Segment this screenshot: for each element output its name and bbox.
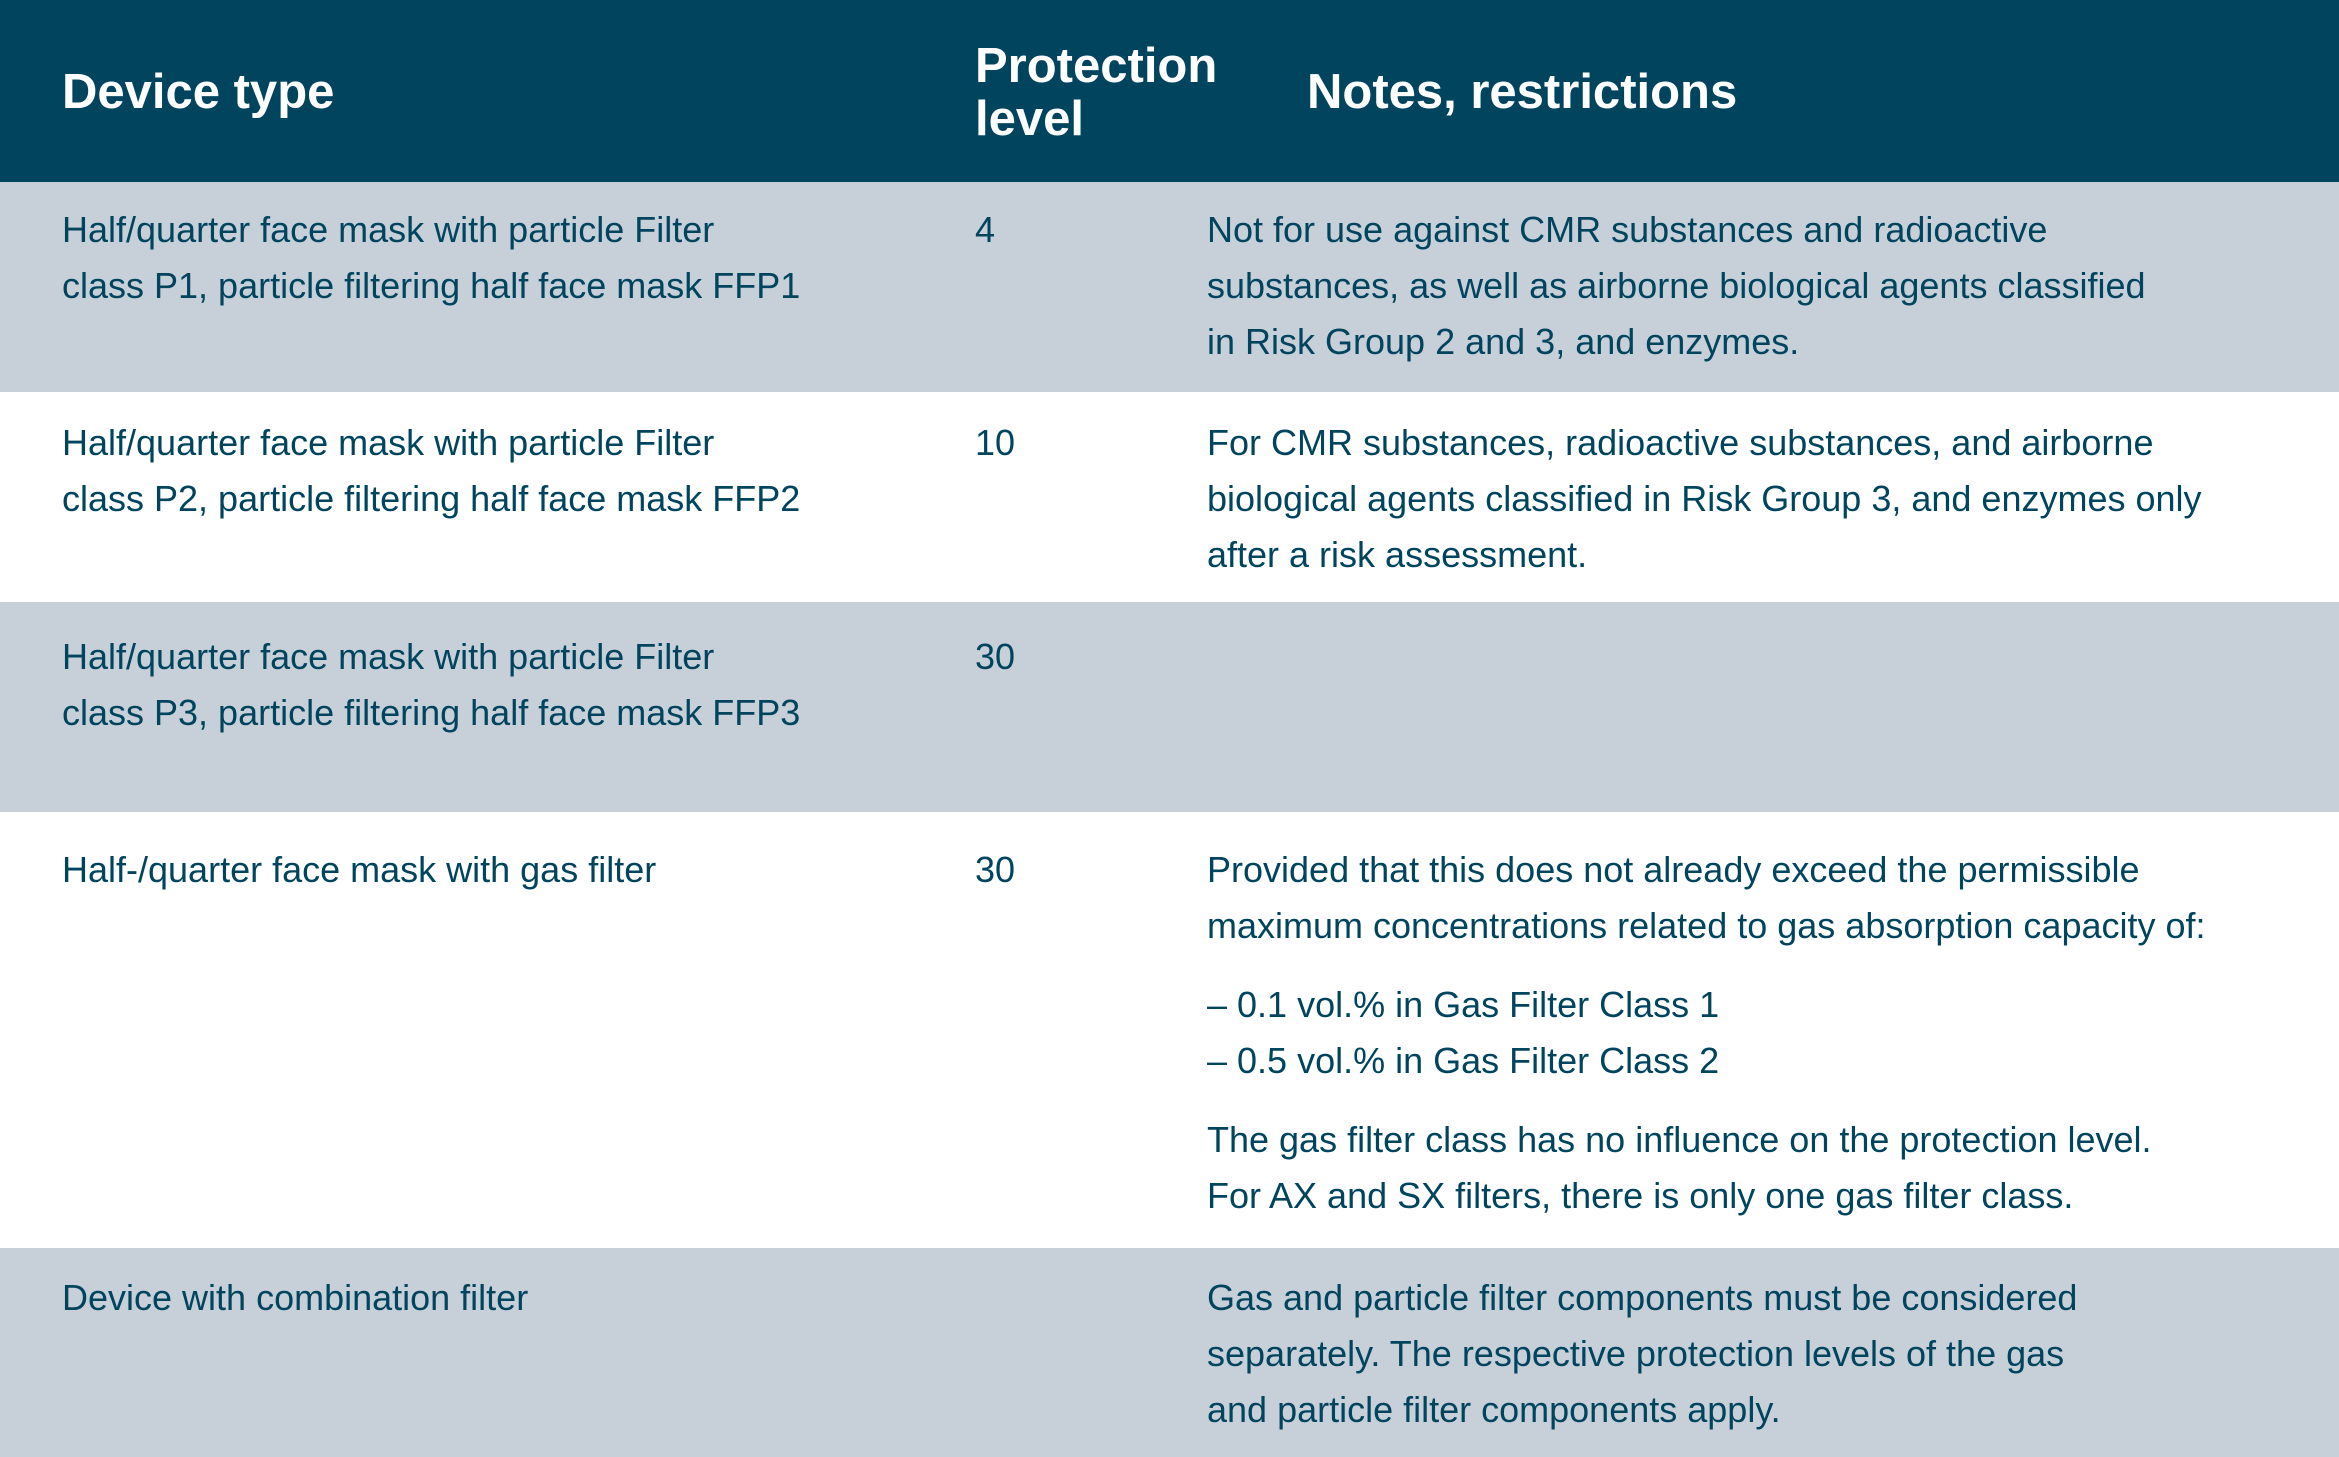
device-type-cell [62, 415, 942, 527]
notes-cell [1207, 415, 2317, 583]
notes-paragraph [1207, 1270, 2317, 1438]
header-protection-level-line: Protection [975, 39, 1218, 93]
device-type-cell [62, 1270, 942, 1326]
table-header [0, 0, 2339, 182]
notes-cell [1207, 842, 2317, 1224]
device-type-cell [62, 629, 942, 741]
protection-level-cell: 30 [975, 849, 1016, 890]
notes-line: and particle filter components apply. [1207, 1389, 1781, 1430]
protection-level-cell: 4 [975, 209, 996, 250]
device-type-line: class P3, particle filtering half face mask FFP3 [62, 692, 801, 733]
device-type-line: Half/quarter face mask with particle Filter [62, 636, 715, 677]
protection-level-cell: 30 [975, 636, 1016, 677]
protection-level-cell: 10 [975, 422, 1016, 463]
device-type-line: Half/quarter face mask with particle Filter [62, 422, 715, 463]
notes-line: biological agents classified in Risk Group 3, and enzymes only [1207, 478, 2202, 519]
notes-line: For CMR substances, radioactive substances, and airborne [1207, 422, 2154, 463]
notes-paragraph [1207, 1112, 2317, 1224]
device-type-line: class P1, particle filtering half face mask FFP1 [62, 265, 801, 306]
notes-line: separately. The respective protection levels of the gas [1207, 1333, 2065, 1374]
table-row [0, 812, 2339, 1248]
device-type-line: Half/quarter face mask with particle Filter [62, 209, 715, 250]
device-type-cell [62, 842, 942, 898]
notes-paragraph [1207, 842, 2317, 954]
device-type-line: Half-/quarter face mask with gas filter [62, 849, 657, 890]
device-type-line: Device with combination filter [62, 1277, 529, 1318]
header-notes-restrictions: Notes, restrictions [1307, 65, 1738, 119]
notes-line: after a risk assessment. [1207, 534, 1588, 575]
notes-line: Provided that this does not already exceed the permissible [1207, 849, 2140, 890]
notes-line: maximum concentrations related to gas absorption capacity of: [1207, 905, 2206, 946]
notes-paragraph [1207, 415, 2317, 583]
notes-line: For AX and SX filters, there is only one gas filter class. [1207, 1175, 2074, 1216]
notes-line: substances, as well as airborne biological agents classified [1207, 265, 2146, 306]
header-device-type: Device type [62, 65, 335, 119]
notes-paragraph [1207, 202, 2317, 370]
table-row [0, 182, 2339, 392]
notes-paragraph [1207, 977, 2317, 1089]
table-row [0, 1248, 2339, 1457]
notes-cell [1207, 202, 2317, 370]
device-type-cell [62, 202, 942, 314]
table-row [0, 392, 2339, 602]
notes-cell [1207, 1270, 2317, 1438]
table-row [0, 602, 2339, 812]
notes-line: – 0.5 vol.% in Gas Filter Class 2 [1207, 1040, 1720, 1081]
notes-line: The gas filter class has no influence on the protection level. [1207, 1119, 2152, 1160]
notes-line: Gas and particle filter components must be considered [1207, 1277, 2078, 1318]
header-protection-level [975, 40, 1217, 146]
notes-line: Not for use against CMR substances and radioactive [1207, 209, 2048, 250]
notes-line: in Risk Group 2 and 3, and enzymes. [1207, 321, 1800, 362]
header-protection-level-line: level [975, 92, 1084, 146]
device-type-line: class P2, particle filtering half face mask FFP2 [62, 478, 801, 519]
notes-line: – 0.1 vol.% in Gas Filter Class 1 [1207, 984, 1720, 1025]
